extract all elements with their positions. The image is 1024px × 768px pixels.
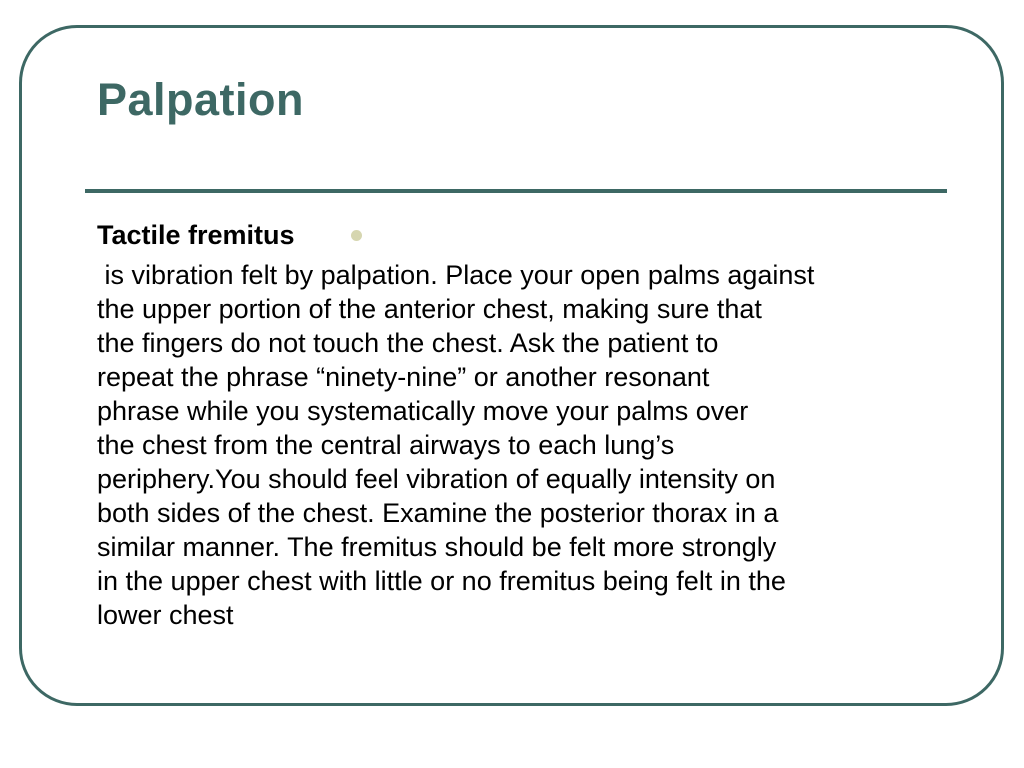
body-line: repeat the phrase “ninety-nine” or another resonant bbox=[97, 362, 710, 392]
body-line: the upper portion of the anterior chest, making sure that bbox=[97, 294, 762, 324]
body-line: lower chest bbox=[97, 600, 234, 630]
body-line: is vibration felt by palpation. Place your open palms against bbox=[97, 260, 815, 290]
slide-title: Palpation bbox=[97, 74, 305, 125]
body-line: in the upper chest with little or no fremitus being felt in the bbox=[97, 566, 786, 596]
body-line: phrase while you systematically move your palms over bbox=[97, 396, 749, 426]
body-line: both sides of the chest. Examine the posterior thorax in a bbox=[97, 498, 779, 528]
body-line: periphery.You should feel vibration of equally intensity on bbox=[97, 464, 776, 494]
body-line: the fingers do not touch the chest. Ask the patient to bbox=[97, 328, 719, 358]
body-paragraph bbox=[97, 258, 947, 632]
subheading: Tactile fremitus bbox=[97, 220, 295, 250]
body-line: the chest from the central airways to each lung’s bbox=[97, 430, 675, 460]
title-divider bbox=[85, 189, 947, 193]
body-line: similar manner. The fremitus should be felt more strongly bbox=[97, 532, 777, 562]
bullet-dot-icon bbox=[351, 230, 362, 241]
